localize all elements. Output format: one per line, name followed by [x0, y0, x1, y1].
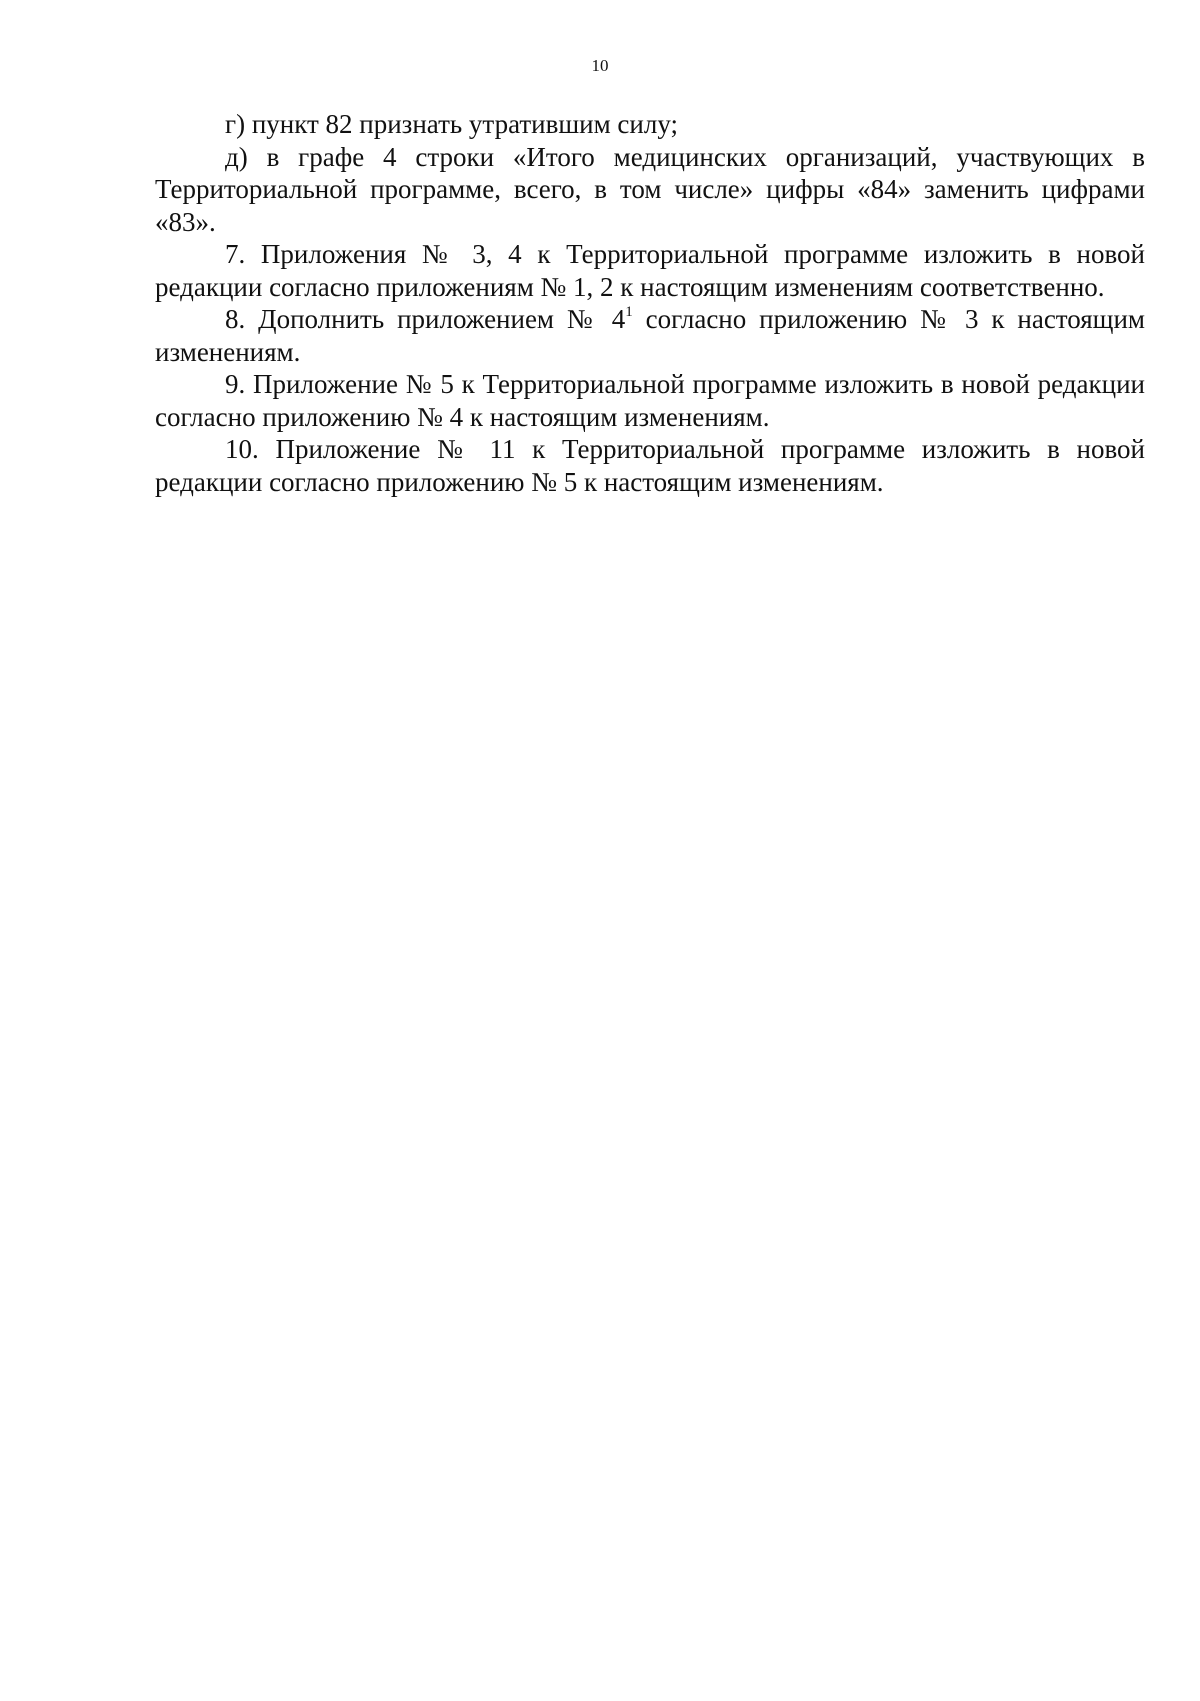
paragraph-item-d: д) в графе 4 строки «Итого медицинских организаций, участвующих в Территориальной программе, всего, в том числе» цифры «84» заменить цифрами «83». — [155, 141, 1145, 237]
paragraph-item-10: 10. Приложение № 11 к Территориальной программе изложить в новой редакции согласно приложению № 5 к настоящим изменениям. — [155, 434, 1145, 497]
paragraph-item-9: 9. Приложение № 5 к Территориальной программе изложить в новой редакции согласно приложению № 4 к настоящим изменениям. — [155, 369, 1145, 432]
paragraph-item-8-end: согласно приложению № 3 к настоящим изменениям. — [155, 304, 1145, 367]
paragraph-item-g: г) пункт 82 признать утратившим силу; — [225, 109, 678, 139]
superscript-number: 1 — [625, 304, 633, 320]
paragraph-item-7: 7. Приложения № 3, 4 к Территориальной программе изложить в новой редакции согласно приложениям № 1, 2 к настоящим изменениям соответственно. — [155, 239, 1145, 302]
paragraph-item-8-start: 8. Дополнить приложением № 4 — [225, 304, 626, 334]
page-number: 10 — [591, 56, 609, 75]
paragraph-item-8 — [155, 303, 1145, 368]
document-body — [155, 108, 1145, 498]
